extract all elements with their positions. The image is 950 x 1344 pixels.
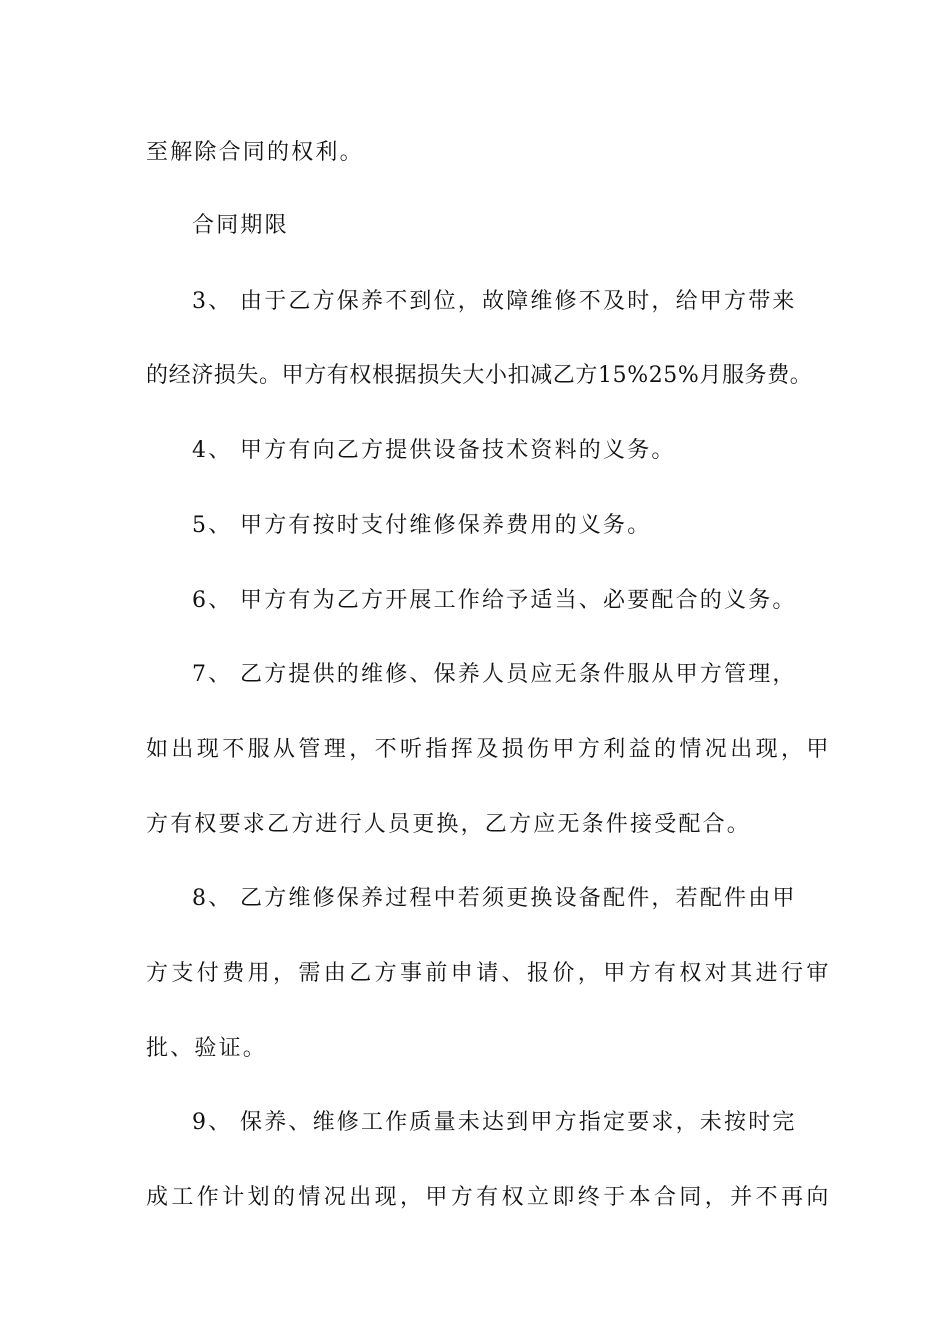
text-line: 如出现不服从管理，不听指挥及损伤甲方利益的情况出现，甲 — [146, 737, 832, 762]
list-item-9 — [192, 1108, 852, 1138]
item-number: 3、 — [192, 289, 233, 314]
list-item-3 — [192, 287, 852, 317]
text-line: 批、验证。 — [146, 1036, 268, 1061]
item-text: 乙方提供的维修、保养人员应无条件服从甲方管理， — [240, 662, 797, 687]
item-text: 甲方有按时支付维修保养费用的义务。 — [240, 513, 652, 538]
item-text: 甲方有向乙方提供设备技术资料的义务。 — [240, 438, 676, 463]
section-heading: 合同期限 — [192, 213, 289, 238]
item-number: 6、 — [192, 588, 233, 613]
item-text: 乙方维修保养过程中若须更换设备配件，若配件由甲 — [240, 886, 797, 911]
list-item-6 — [192, 586, 852, 616]
item-number: 7、 — [192, 662, 233, 687]
item-number: 8、 — [192, 886, 233, 911]
item-number: 9、 — [192, 1110, 233, 1135]
list-item-5 — [192, 511, 852, 541]
list-item-7 — [192, 660, 852, 690]
text-line: 的经济损失。甲方有权根据损失大小扣减乙方15%25%月服务费。 — [146, 363, 813, 388]
item-text: 甲方有为乙方开展工作给予适当、必要配合的义务。 — [240, 588, 797, 613]
list-item-4 — [192, 436, 852, 466]
text-line: 成工作计划的情况出现，甲方有权立即终于本合同，并不再向 — [146, 1185, 832, 1210]
item-text: 由于乙方保养不到位，故障维修不及时，给甲方带来 — [240, 289, 797, 314]
item-number: 4、 — [192, 438, 233, 463]
item-text: 保养、维修工作质量未达到甲方指定要求，未按时完 — [240, 1110, 797, 1135]
item-number: 5、 — [192, 513, 233, 538]
text-line: 方有权要求乙方进行人员更换，乙方应无条件接受配合。 — [146, 812, 752, 837]
text-line: 方支付费用，需由乙方事前申请、报价，甲方有权对其进行审 — [146, 961, 832, 986]
text-line: 至解除合同的权利。 — [146, 140, 364, 165]
list-item-8 — [192, 884, 852, 914]
